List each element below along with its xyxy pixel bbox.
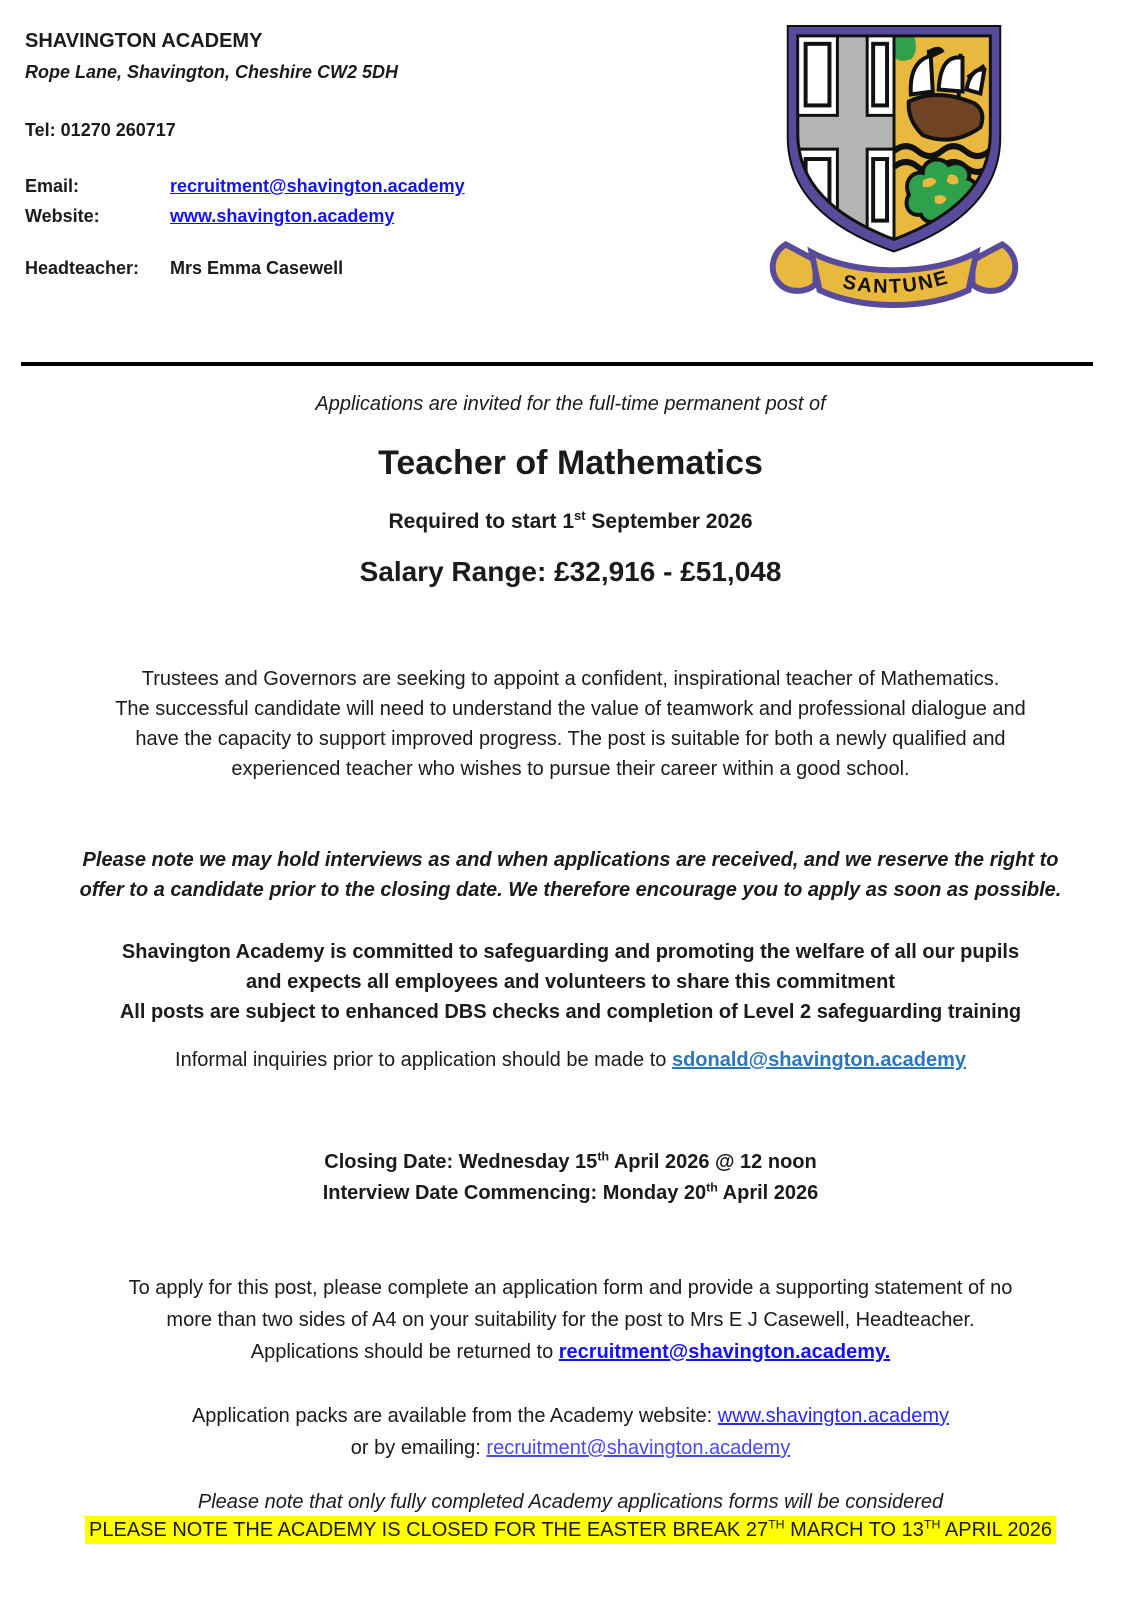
description-paragraph [25, 664, 1116, 784]
application-packs [25, 1400, 1116, 1464]
salary-line: Salary Range: £32,916 - £51,048 [359, 556, 782, 587]
completed-forms-note: Please note that only fully completed Academy applications forms will be considered [197, 1491, 944, 1513]
email-label: Email: [25, 176, 80, 196]
closing-date-ordinal: th [597, 1149, 610, 1164]
interviews-note [25, 845, 1116, 905]
interview-date-line [25, 1178, 1116, 1209]
job-title: Teacher of Mathematics [378, 444, 763, 482]
website-label: Website: [25, 206, 100, 226]
easter-prefix: PLEASE NOTE THE ACADEMY IS CLOSED FOR THE EASTER BREAK 27 [88, 1519, 769, 1541]
easter-mid: MARCH TO 13 [784, 1519, 924, 1541]
headteacher-label: Headteacher: [25, 258, 140, 278]
easter-closure-notice [25, 1519, 1116, 1542]
easter-ordinal-2: TH [923, 1517, 941, 1532]
key-dates [25, 1147, 1116, 1209]
apply-line: more than two sides of A4 on your suitability for the post to Mrs E J Casewell, Headteacher. [166, 1309, 975, 1331]
email-row [25, 176, 465, 197]
closing-date-suffix: April 2026 @ 12 noon [609, 1151, 817, 1173]
safeguarding-line: Shavington Academy is committed to safeguarding and promoting the welfare of all our pupils [121, 941, 1020, 963]
school-telephone: Tel: 01270 260717 [25, 120, 176, 140]
packs-website-link[interactable]: www.shavington.academy [717, 1405, 950, 1427]
shield-icon [788, 26, 1001, 251]
packs-email-link[interactable]: recruitment@shavington.academy [486, 1437, 791, 1459]
horizontal-divider [21, 362, 1093, 366]
interviews-note-line: offer to a candidate prior to the closing date. We therefore encourage you to apply as soon as possible. [79, 879, 1062, 901]
description-line: have the capacity to support improved progress. The post is suitable for both a newly qualified and [135, 728, 1006, 750]
safeguarding-statement [25, 937, 1116, 1027]
description-line: The successful candidate will need to understand the value of teamwork and professional dialogue and [115, 698, 1026, 720]
interviews-note-line: Please note we may hold interviews as and when applications are received, and we reserve the right to [82, 849, 1059, 871]
apply-return-line [25, 1336, 1116, 1368]
easter-ordinal-1: TH [768, 1517, 785, 1532]
apply-return-email-link[interactable]: recruitment@shavington.academy. [558, 1341, 891, 1363]
interview-date-suffix: April 2026 [717, 1182, 819, 1204]
packs-website-line [25, 1400, 1116, 1432]
apply-paragraph [25, 1272, 1116, 1368]
start-date-prefix: Required to start 1 [388, 510, 575, 533]
email-link[interactable]: recruitment@shavington.academy [170, 176, 465, 196]
description-line: Trustees and Governors are seeking to appoint a confident, inspirational teacher of Mathematics. [141, 668, 1000, 690]
packs-website-text: Application packs are available from the Academy website: [191, 1405, 718, 1427]
closing-date-prefix: Closing Date: Wednesday 15 [324, 1151, 598, 1173]
safeguarding-line: and expects all employees and volunteers to share this commitment [245, 971, 896, 993]
easter-suffix: APRIL 2026 [940, 1519, 1052, 1541]
school-address: Rope Lane, Shavington, Cheshire CW2 5DH [25, 62, 399, 82]
headteacher-name: Mrs Emma Casewell [170, 258, 344, 278]
safeguarding-line: All posts are subject to enhanced DBS checks and completion of Level 2 safeguarding training [119, 1001, 1022, 1023]
interview-date-ordinal: th [706, 1180, 718, 1195]
packs-email-text: or by emailing: [350, 1437, 487, 1459]
inquiries-line [25, 1049, 1116, 1072]
description-line: experienced teacher who wishes to pursue their career within a good school. [231, 758, 910, 780]
inquiries-text: Informal inquiries prior to application should be made to [175, 1049, 672, 1071]
motto-text: SANTUNE [840, 266, 952, 298]
motto-ribbon [773, 244, 1016, 305]
apply-return-text: Applications should be returned to [250, 1341, 559, 1363]
interview-date-prefix: Interview Date Commencing: Monday 20 [322, 1182, 707, 1204]
apply-line: To apply for this post, please complete an application form and provide a supporting statement of no [128, 1277, 1013, 1299]
start-date-suffix: September 2026 [585, 510, 753, 533]
headteacher-row [25, 258, 343, 279]
school-crest-logo [763, 20, 1025, 308]
school-name: SHAVINGTON ACADEMY [25, 30, 263, 52]
start-date-line [25, 510, 1116, 534]
start-date-ordinal: st [574, 508, 586, 523]
website-row [25, 206, 394, 227]
packs-email-line [25, 1432, 1116, 1464]
invite-line: Applications are invited for the full-time permanent post of [315, 393, 826, 415]
closing-date-line [25, 1147, 1116, 1178]
inquiries-email-link[interactable]: sdonald@shavington.academy [671, 1049, 966, 1071]
website-link[interactable]: www.shavington.academy [170, 206, 395, 226]
easter-highlight [85, 1516, 1056, 1544]
